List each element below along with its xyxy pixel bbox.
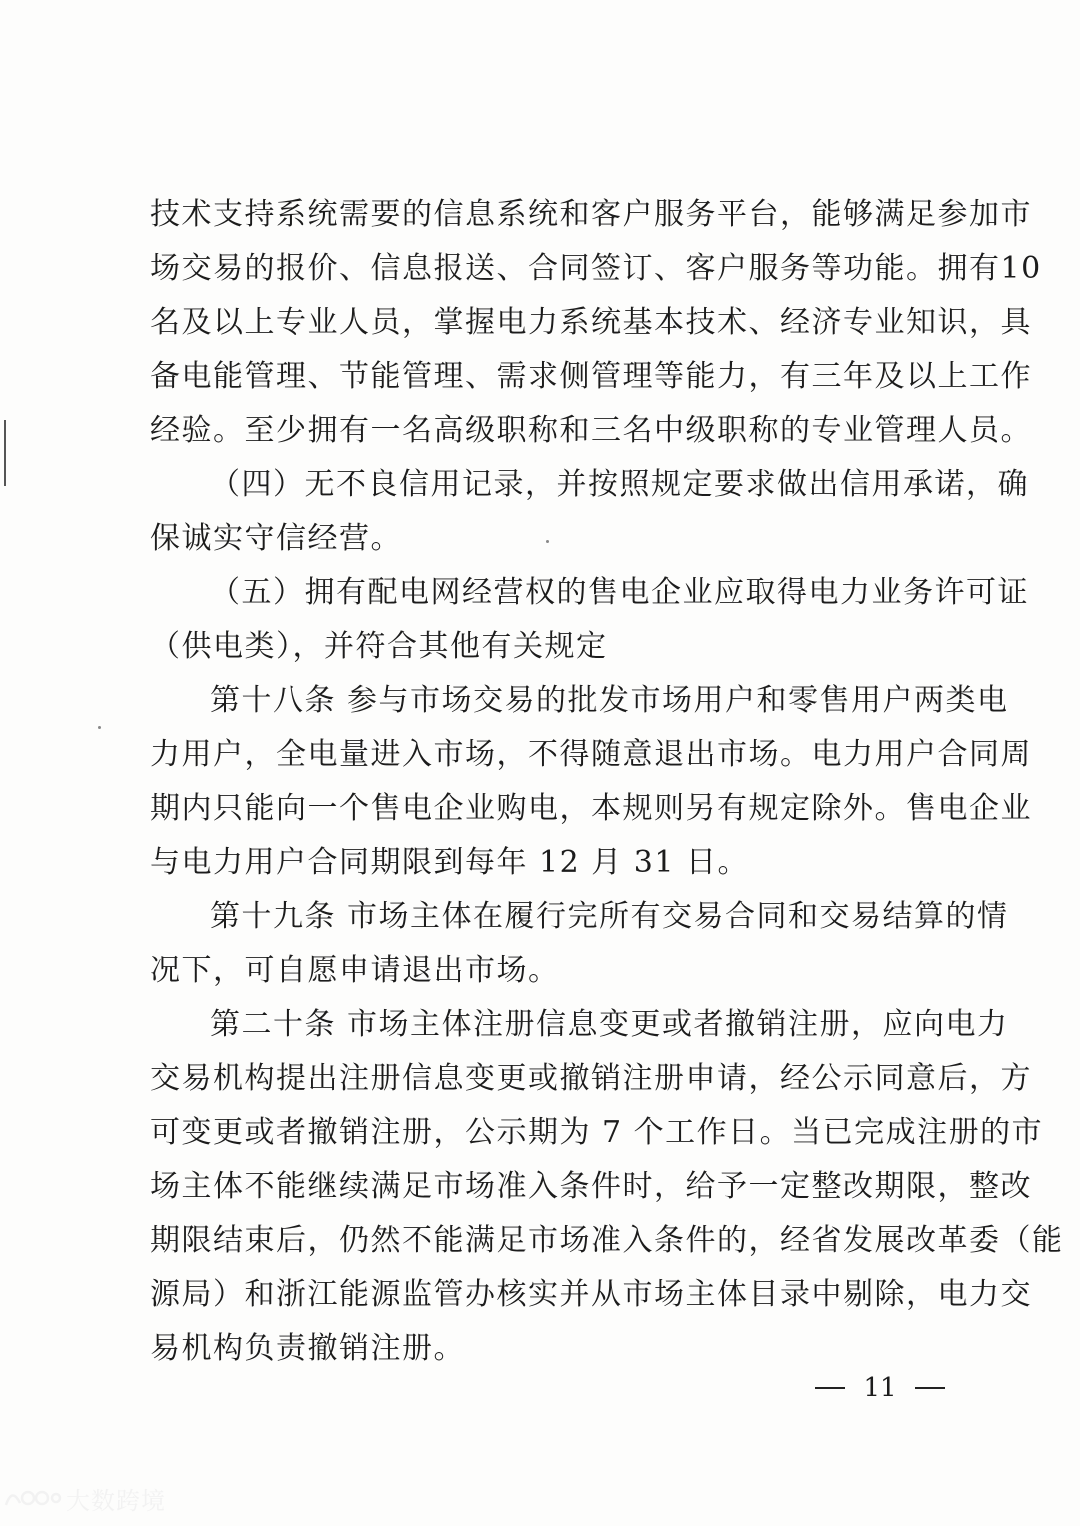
body-text xyxy=(150,188,1064,1376)
text-line: 场交易的报价、信息报送、合同签订、客户服务等功能。拥有10 xyxy=(150,251,1042,286)
article-18-line: 第十八条 参与市场交易的批发市场用户和零售用户两类电 xyxy=(210,683,1009,718)
scan-edge-mark xyxy=(4,420,6,486)
text-line: 易机构负责撤销注册。 xyxy=(150,1331,465,1366)
watermark-text: 大数跨境 xyxy=(66,1486,166,1515)
text-line: 交易机构提出注册信息变更或撤销注册申请，经公示同意后，方 xyxy=(150,1061,1032,1096)
page-number-left-dash xyxy=(815,1387,845,1389)
page-number-value: 11 xyxy=(863,1373,897,1403)
text-line: 期限结束后，仍然不能满足市场准入条件的，经省发展改革委（能 xyxy=(150,1223,1064,1258)
text-line: 源局）和浙江能源监管办核实并从市场主体目录中剔除，电力交 xyxy=(150,1277,1032,1312)
text-line: 可变更或者撤销注册，公示期为 7 个工作日。当已完成注册的市 xyxy=(150,1115,1044,1150)
text-line: 名及以上专业人员，掌握电力系统基本技术、经济专业知识，具 xyxy=(150,305,1032,340)
page-number-right-dash xyxy=(915,1387,945,1389)
page-number xyxy=(815,1368,945,1408)
article-20-line: 第二十条 市场主体注册信息变更或者撤销注册，应向电力 xyxy=(210,1007,1009,1042)
text-line: 力用户，全电量进入市场，不得随意退出市场。电力用户合同周 xyxy=(150,737,1032,772)
scan-speck xyxy=(98,726,101,729)
text-line: 与电力用户合同期限到每年 12 月 31 日。 xyxy=(150,845,749,880)
text-line: 技术支持系统需要的信息系统和客户服务平台，能够满足参加市 xyxy=(150,197,1032,232)
article-19-line: 第十九条 市场主体在履行完所有交易合同和交易结算的情 xyxy=(210,899,1009,934)
watermark-logo-icon xyxy=(2,1483,62,1513)
text-line: 期内只能向一个售电企业购电，本规则另有规定除外。售电企业 xyxy=(150,791,1032,826)
watermark xyxy=(2,1480,166,1516)
paragraph-4-line: （四）无不良信用记录，并按照规定要求做出信用承诺，确 xyxy=(210,467,1029,502)
text-line: 备电能管理、节能管理、需求侧管理等能力，有三年及以上工作 xyxy=(150,359,1032,394)
text-line: 场主体不能继续满足市场准入条件时，给予一定整改期限，整改 xyxy=(150,1169,1032,1204)
paragraph-5-line: （五）拥有配电网经营权的售电企业应取得电力业务许可证 xyxy=(210,575,1029,610)
text-line: 保诚实守信经营。 xyxy=(150,521,402,556)
text-line: 经验。至少拥有一名高级职称和三名中级职称的专业管理人员。 xyxy=(150,413,1032,448)
text-line: （供电类），并符合其他有关规定 xyxy=(150,629,608,664)
text-line: 况下，可自愿申请退出市场。 xyxy=(150,953,560,988)
